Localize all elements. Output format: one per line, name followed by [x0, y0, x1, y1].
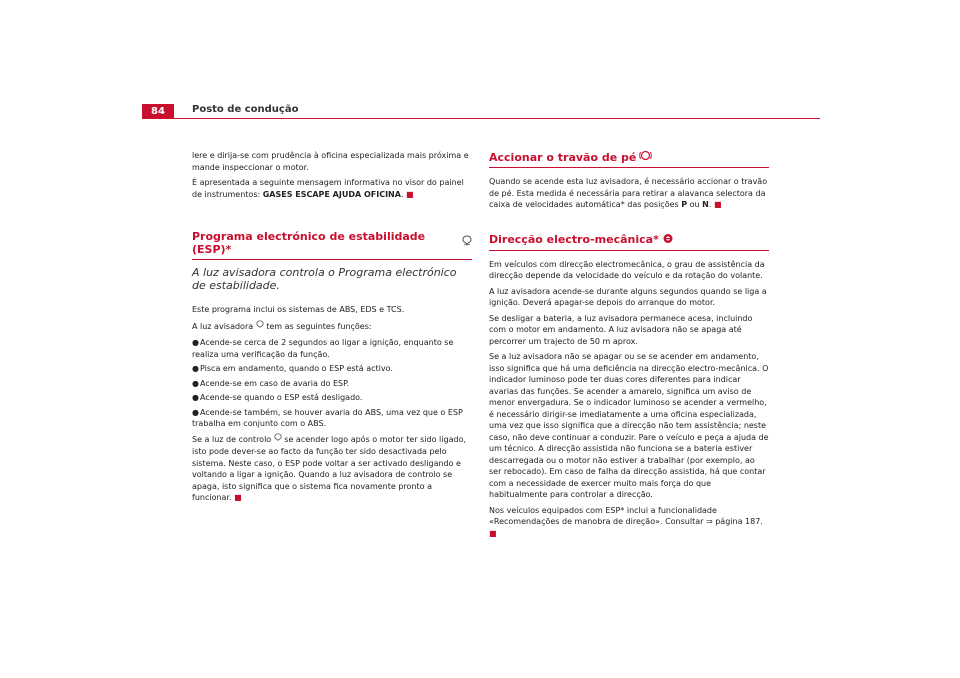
gear-n-label: N	[702, 200, 709, 209]
steering-paragraph-5	[489, 505, 769, 540]
esp-p2-end: tem as seguintes funções:	[266, 321, 372, 331]
steering-paragraph-2: A luz avisadora acende-se durante alguns segundos quando se liga a ignição. Deverá apagar-se depois do arranque do motor.	[489, 286, 767, 307]
page-number-badge: 84	[142, 104, 174, 118]
page-reference-link[interactable]: página 187.	[715, 517, 763, 526]
list-item: ●Acende-se em caso de avaria do ESP.	[192, 378, 350, 388]
esp-heading	[192, 230, 472, 260]
steering-paragraph-4: Se a luz avisadora não se apagar ou se se acender em andamento, isso significa que há uma deficiência na direcção electro-mecânica. O indicador luminoso pode ter duas cores diferentes para indicar avarias das funções. Se acender a amarelo, significa um aviso de menor envergadura. Se o indicador luminoso se acender a vermelho, é necessário dirigir-se imediatamente a uma oficina especializada, uma vez que isso significa que a direcção não tem assistência; neste caso, não deve continuar a conduzir. Pare o veículo e peça a ajuda de um técnico. A direcção assistida não funciona se a bateria estiver descarregada ou o motor não estiver a trabalhar (por exemplo, ao ser rebocado). Em caso de falha da direcção assistida, há que contar com a necessidade de exercer muito mais força do que habitualmente para controlar a direcção.	[489, 352, 769, 499]
brake-p1-or: ou	[689, 200, 700, 209]
steering-heading	[489, 233, 769, 251]
header-divider	[142, 118, 820, 119]
steering-paragraph-3: Se desligar a bateria, a luz avisadora permanece acesa, incluindo com o motor em andamento. A luz avisadora não se apaga até percorrer um trajecto de 50 m aprox.	[489, 313, 753, 346]
list-item: ●Acende-se também, se houver avaria do ABS, uma vez que o ESP trabalha em conjunto com o ABS.	[192, 407, 463, 428]
intro-text: É apresentada a seguinte mensagem informativa no visor do painel de instrumentos:	[192, 178, 464, 199]
brake-heading	[489, 150, 769, 168]
steering-p5-text: Nos veículos equipados com ESP* inclui a funcionalidade «Recomendações de manobra de direção». Consultar	[489, 505, 717, 526]
esp-heading-text: Programa electrónico de estabilidade (ESP)*	[192, 230, 426, 256]
brake-heading-text: Accionar o travão de pé	[489, 150, 637, 164]
brake-warning-icon	[639, 150, 652, 164]
esp-paragraph-2	[192, 320, 472, 334]
list-item: ●Acende-se quando o ESP está desligado.	[192, 393, 363, 402]
page-title: Posto de condução	[192, 104, 299, 115]
brake-paragraph-1: Quando se acende esta luz avisadora, é necessário accionar o travão de pé. Esta medida é necessária para retirar a alavanca selectora da caixa de velocidades automática* das posições P ou N. ■	[489, 177, 768, 209]
display-message: GASES ESCAPE AJUDA OFICINA	[262, 189, 401, 199]
list-item: ●Pisca em andamento, quando o ESP está activo.	[192, 364, 393, 373]
esp-subheading: A luz avisadora controla o Programa electrónico de estabilidade.	[192, 266, 457, 292]
right-column	[489, 150, 769, 543]
steering-paragraph-1: Em veículos com direcção electromecânica, o grau de assistência da direcção depende da velocidade do veículo e da rotação do volante.	[489, 259, 765, 280]
esp-paragraph-1: Este programa inclui os sistemas de ABS, EDS e TCS.	[192, 305, 405, 314]
gear-p-label: P	[681, 200, 688, 209]
esp-inline-icon-2	[274, 433, 282, 447]
esp-p3-start: Se a luz de controlo	[192, 434, 272, 444]
esp-inline-icon	[256, 320, 264, 334]
page-ref-arrow-icon: ⇒	[705, 517, 713, 526]
left-column	[192, 150, 472, 508]
esp-p3-end: se acender logo após o motor ter sido ligado, isto pode dever-se ao facto da função ter sido desactivada pelo sistema. Neste caso, o ESP pode voltar a ser activado desligando e voltando a ligar a ignição. Quando a luz avisadora de controlo se apaga, isto significa que o sistema fica novamente pronto a funcionar.	[192, 434, 466, 502]
steering-heading-text: Direcção electro-mecânica*	[489, 233, 659, 246]
section-end-icon: ■	[713, 200, 722, 209]
esp-warning-icon	[462, 235, 472, 251]
steering-warning-icon	[662, 233, 674, 247]
brake-p1-text: Quando se acende esta luz avisadora, é necessário accionar o travão de pé. Esta medida é necessária para retirar a alavanca selectora da caixa de velocidades automática* das posições	[489, 177, 768, 209]
esp-paragraph-3	[192, 433, 472, 504]
section-end-icon: ■	[406, 189, 414, 199]
intro-paragraph-1: lere e dirija-se com prudência à oficina especializada mais próxima e mande inspeccionar o motor.	[192, 151, 469, 172]
list-item: ●Acende-se cerca de 2 segundos ao ligar a ignição, enquanto se realiza uma verificação da função.	[192, 338, 454, 359]
intro-paragraph-2: É apresentada a seguinte mensagem informativa no visor do painel de instrumentos: GASES ESCAPE AJUDA OFICINA. ■	[192, 178, 464, 199]
section-end-icon: ■	[234, 493, 242, 502]
section-end-icon: ■	[489, 528, 497, 538]
esp-p2-start: A luz avisadora	[192, 321, 254, 331]
